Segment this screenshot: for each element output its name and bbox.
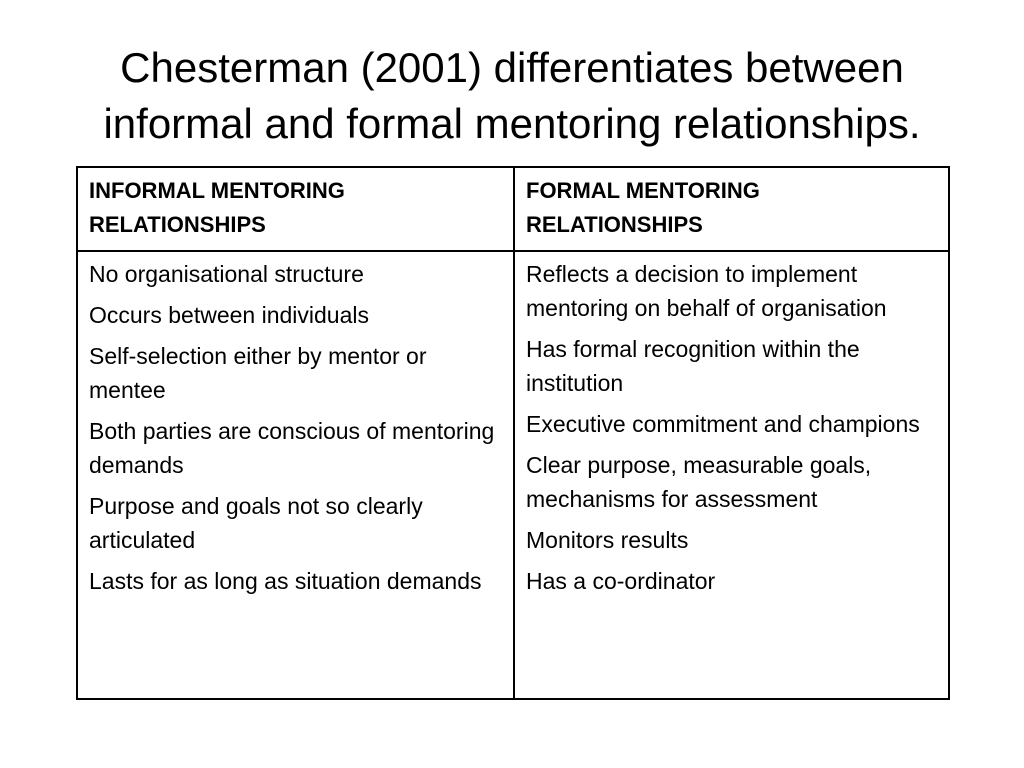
informal-item: Both parties are conscious of mentoring demands: [89, 418, 495, 478]
informal-cell: [77, 251, 514, 699]
table-header-row: [77, 167, 949, 251]
informal-item: Occurs between individuals: [89, 302, 369, 328]
comparison-table: [76, 166, 950, 700]
formal-item: Clear purpose, measurable goals, mechanisms for assessment: [526, 452, 872, 512]
header-informal: INFORMAL MENTORING RELATIONSHIPS: [77, 167, 514, 251]
formal-cell: [514, 251, 949, 699]
slide-title-line-2: informal and formal mentoring relationships.: [103, 100, 921, 147]
informal-item: Self-selection either by mentor or mentee: [89, 343, 427, 403]
header-formal: FORMAL MENTORING RELATIONSHIPS: [514, 167, 949, 251]
formal-item: Monitors results: [526, 527, 689, 553]
formal-item: Has a co-ordinator: [526, 568, 716, 594]
slide-title-line-1: Chesterman (2001) differentiates between: [120, 44, 904, 91]
slide-title: [0, 40, 1024, 152]
informal-item: Purpose and goals not so clearly articulated: [89, 493, 423, 553]
formal-item: Has formal recognition within the institution: [526, 336, 860, 396]
formal-item: Executive commitment and champions: [526, 411, 920, 437]
formal-item: Reflects a decision to implement mentoring on behalf of organisation: [526, 261, 887, 321]
informal-item: No organisational structure: [89, 261, 364, 287]
table-row: [77, 251, 949, 699]
informal-item: Lasts for as long as situation demands: [89, 568, 482, 594]
